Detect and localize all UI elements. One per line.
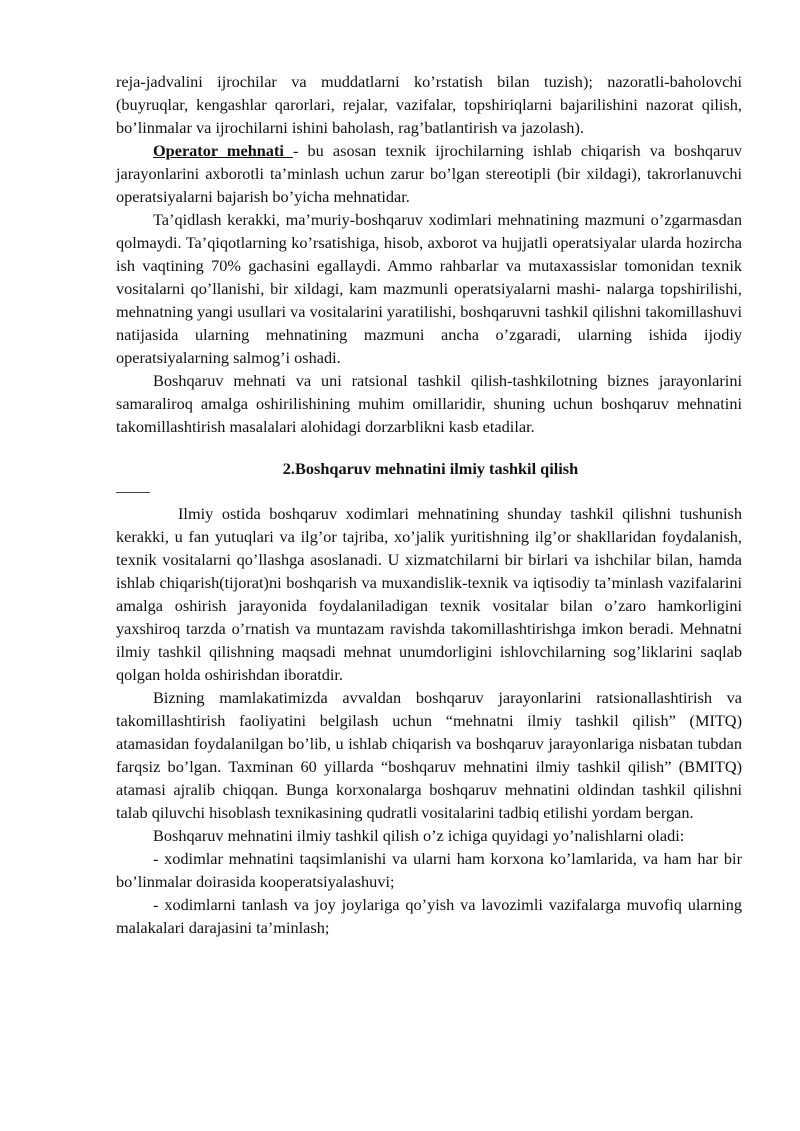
section-heading: 2.Boshqaruv mehnatini ilmiy tashkil qilish bbox=[282, 459, 579, 478]
paragraph-5: Ilmiy ostida boshqaruv xodimlari mehnatining shunday tashkil qilishni tushunish kerakki, u fan yutuqlari va ilg’or tajriba, xo’jalik yuritishning ilg’or shakllaridan foydalanish, texnik vositalarni qo’llashga asoslanadi. U xizmatchilarni bir birlari va ishchilar bilan, hamda ishlab chiqarish(tijorat)ni boshqarish va muxandislik-texnik va iqtisodiy ta’minlash vazifalarini amalga oshirish jarayonida foydalaniladigan texnik vositalar bilan o’zaro hamkorligini yaxshiroq tarzda o’rnatish va muntazam ravishda takomillashtirishga imkon beradi. Mehnatni ilmiy tashkil qilishning maqsadi mehnat unumdorligini ishlovchilarning sog’liklarini saqlab qolgan holda oshirishdan iboratdir. bbox=[116, 504, 742, 684]
short-divider bbox=[116, 492, 150, 493]
term-operator-mehnati: Operator mehnati bbox=[153, 141, 293, 160]
paragraph-7: Boshqaruv mehnatini ilmiy tashkil qilish o’z ichiga quyidagi yo’nalishlarni oladi: bbox=[153, 826, 685, 845]
list-item: - xodimlar mehnatini taqsimlanishi va ularni ham korxona ko’lamlarida, va ham har bir bo’linmalar doirasida kooperatsiyalashuvi; bbox=[116, 849, 742, 891]
paragraph-4: Boshqaruv mehnati va uni ratsional tashkil qilish-tashkilotning biznes jarayonlarini samaraliroq amalga oshirilishining muhim omillaridir, shuning uchun boshqaruv mehnatini takomillashtirish masalalari alohidagi dorzarblikni kasb etadilar. bbox=[116, 371, 742, 436]
paragraph-operator-labor bbox=[116, 139, 742, 208]
operator-labor-definition: - bu asosan texnik ijrochilarning ishlab chiqarish va boshqaruv jarayonlarini axborotli ta’minlash uchun zarur bo’lgan stereotipli (bir xildagi), takrorlanuvchi operatsiyalarni bajarish bo’yicha mehnatidar. bbox=[116, 141, 742, 206]
paragraph-6: Bizning mamlakatimizda avvaldan boshqaruv jarayonlarini ratsionallashtirish va takomillashtirish faoliyatini belgilash uchun “mehnatni ilmiy tashkil qilish” (MITQ) atamasidan foydalanilgan bo’lib, u ishlab chiqarish va boshqaruv jarayonlariga nisbatan tubdan farqsiz bo’lgan. Taxminan 60 yillarda “boshqaruv mehnatini ilmiy tashkil qilish” (BMITQ) atamasi ajralib chiqqan. Bunga korxonalarga boshqaruv mehnatini oldindan tashkil qilishni talab qiluvchi hisoblash texnikasining qudratli vositalarini tadbiq etilishi yordam bergan. bbox=[116, 688, 742, 822]
list-item: - xodimlarni tanlash va joy joylariga qo’yish va lavozimli vazifalarga muvofiq ularning malakalari darajasini ta’minlash; bbox=[116, 895, 742, 937]
paragraph-1: reja-jadvalini ijrochilar va muddatlarni ko’rstatish bilan tuzish); nazoratli-baholovchi (buyruqlar, kengashlar qarorlari, rejalar, vazifalar, topshiriqlarni bajarilishini nazorat qilish, bo’linmalar va ijrochilarni ishini baholash, rag’batlantirish va jazolash). bbox=[116, 72, 742, 137]
document-page bbox=[116, 70, 742, 939]
paragraph-3: Ta’qidlash kerakki, ma’muriy-boshqaruv xodimlari mehnatining mazmuni o’zgarmasdan qolmaydi. Ta’qiqotlarning ko’rsatishiga, hisob, axborot va hujjatli operatsiyalar ularda hozircha ish vaqtining 70% gachasini egallaydi. Ammo rahbarlar va mutaxassislar tomonidan texnik vositalarni qo’llanishi, bir xildagi, kam mazmunli operatsiyalarni mashi- nalarga topshirilishi, mehnatning yangi usullari va vositalarini yaratilishi, boshqaruvni tashkil qilishni takomillashuvi natijasida ularning mehnatining mazmuni ancha o’zgaradi, ularning ishida ijodiy operatsiyalarning salmog’i oshadi. bbox=[116, 210, 742, 367]
